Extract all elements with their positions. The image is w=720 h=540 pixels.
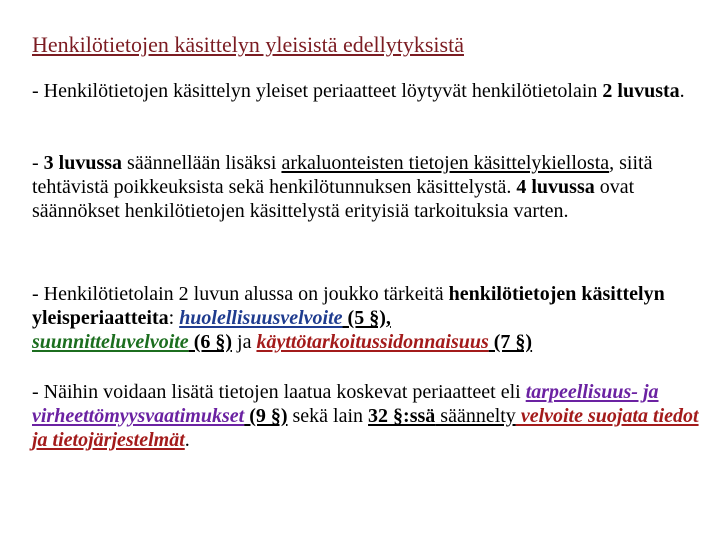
suunnitteluvelvoite-text: suunnitteluvelvoite — [32, 331, 189, 353]
huolellisuusvelvoite-text: huolellisuusvelvoite — [179, 307, 343, 329]
p3-text-a: - Henkilötietolain 2 luvun alussa on joukko tärkeitä — [32, 283, 449, 305]
p1-luku-ref: 2 luvusta — [602, 80, 680, 102]
velvoite-suojata-text: velvoite suojata tiedot ja tietojärjestelmät — [32, 405, 699, 451]
p2-luku4-ref: 4 luvussa — [516, 176, 595, 198]
p3-section5-ref — [343, 307, 391, 329]
tarpeellisuus-text: tarpeellisuus- ja virheettömyysvaatimukset — [32, 381, 659, 427]
p4-text-d: sekä lain — [287, 405, 369, 427]
p3-section7-text: (7 §) — [488, 331, 533, 353]
p2-text-g: ovat säännökset henkilötietojen käsittelystä erityisiä tarkoituksia varten. — [32, 176, 635, 222]
p2-text-c: säännellään lisäksi — [122, 152, 282, 174]
p2-luku3-ref: 3 luvussa — [43, 152, 123, 174]
kayttotarkoitussidonnaisuus-link[interactable] — [256, 331, 488, 353]
paragraph-2 — [32, 151, 702, 223]
p3-text-c: : — [168, 307, 180, 329]
p3-section6-ref — [189, 331, 232, 353]
p2-text-a: - — [32, 152, 44, 174]
p2-arkaluonteiset-link[interactable]: arkaluonteisten tietojen käsittelykiellosta — [281, 152, 610, 174]
slide-title: Henkilötietojen käsittelyn yleisistä edellytyksistä — [32, 32, 464, 57]
p3-section7-ref — [489, 331, 532, 353]
p3-yleisperiaatteet: henkilötietojen käsittelyn yleisperiaatteita — [32, 283, 665, 329]
p3-section6-text: (6 §) — [188, 331, 233, 353]
paragraph-1 — [32, 79, 702, 103]
p4-section32-ref — [368, 405, 435, 427]
p4-section9-ref — [244, 405, 287, 427]
paragraph-3 — [32, 282, 702, 354]
kayttotarkoitussidonnaisuus-text: käyttötarkoitussidonnaisuus — [256, 331, 489, 353]
p1-text-c: . — [679, 80, 685, 102]
p4-text-h: . — [184, 429, 190, 451]
huolellisuusvelvoite-link[interactable] — [179, 307, 342, 329]
p4-section9-text: (9 §) — [244, 405, 288, 427]
p3-text-h: ja — [232, 331, 257, 353]
p3-section5-text: (5 §), — [342, 307, 391, 329]
p4-section32-text: 32 §:ssä — [368, 405, 436, 427]
suunnitteluvelvoite-link[interactable] — [32, 331, 189, 353]
p2-text-e: , siitä tehtävistä poikkeuksista sekä henkilötunnuksen käsittelystä. — [32, 152, 653, 198]
paragraph-4 — [32, 380, 702, 452]
p1-text-a: - Henkilötietojen käsittelyn yleiset periaatteet löytyvät henkilötietolain — [32, 80, 603, 102]
p4-saannelty: säännelty — [435, 405, 516, 427]
p4-text-a: - Näihin voidaan lisätä tietojen laatua koskevat periaatteet eli — [32, 381, 526, 403]
